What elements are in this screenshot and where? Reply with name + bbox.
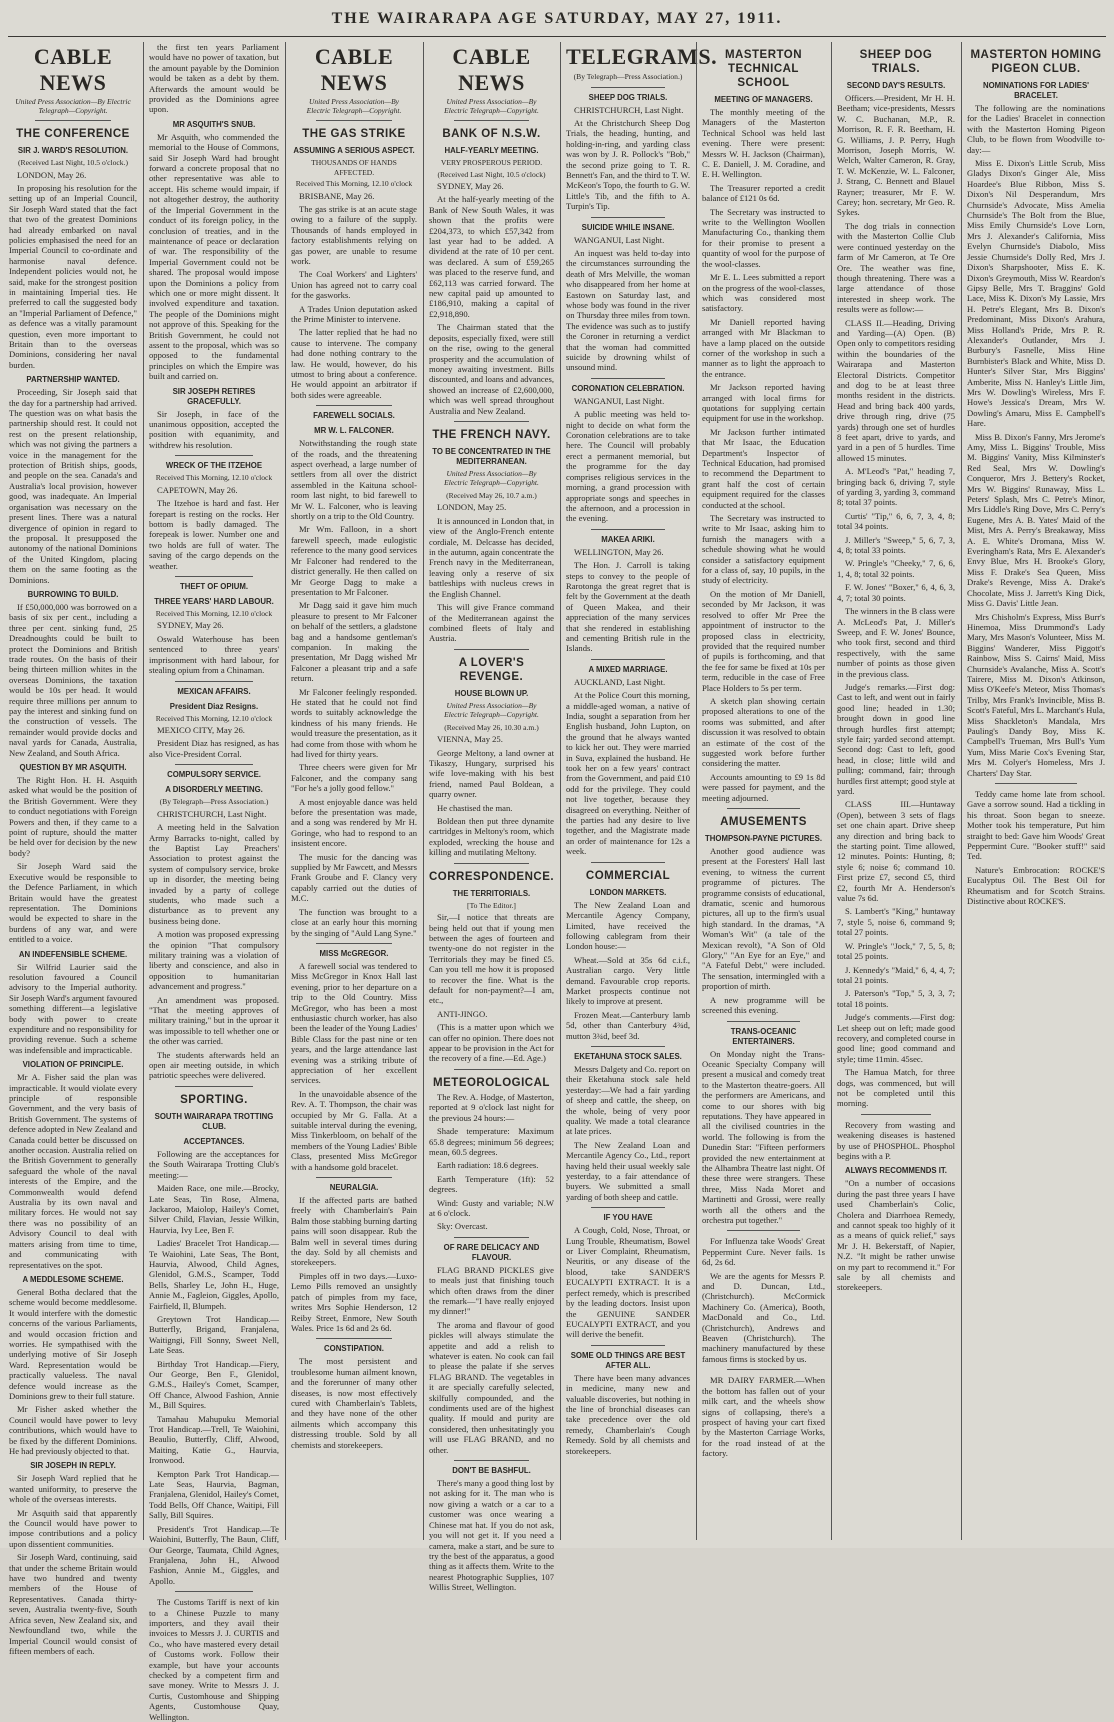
article-paragraph: Miss E. Dixon's Little Scrub, Miss Gladys Dixon's Ginger Ale, Miss Hoardee's Blue Ribbon, Miss S. Dixon's Nil Desperandum, Mrs Churnside's Advocate, Miss Amelia Churnside's The Bolt from the Blue, Miss Emily Churnside's Love Lorn, Mrs J. Alexander's California, Miss Evelyn Churnside's Diabolo, Miss Jessie Churnside's Dolly Red, Mrs J. Dixon's Sharpshooter, Miss E. K. Dixon's Greymouth, Miss W. Reardon's Gipsy Belle, Mrs T. Braggins' Gold Lace, Miss K. Dixon's My Lassie, Mrs H. Petre's Elegant, Mrs B. Dixon's Predominant, Miss Dixon's Arahura, Miss Holland's Pride, Mrs P. R. Alexander's Outlander, Mrs J. Burbury's Fasnelle, Miss Hine Burnbister's Black and White, Miss D. Hunter's Silver Star, Mrs Biggins' Amberite, Miss N. Hanley's Little Jim, Mrs W. Dowling's Wireless, Mrs F. Howe's Jessica's Dream, Mrs W. Dowling's Amaru, Miss E. Campbell's Hare. bbox=[967, 158, 1105, 429]
article-paragraph: The gas strike is at an acute stage owing to a failure of the supply. Thousands of hands employed in factory establishments relying on gas power, are unable to resume work. bbox=[291, 203, 417, 266]
article-paragraph: The Customs Tariff is next of kin to a Chinese Puzzle to many importers, and they avail their invoices to Messrs J. J. CURTIS and Co., who have mastered every detail of Customs work. Follow their example, but have your accounts checked by a competent firm and save money. Write to Messrs J. J. Curtis, Customhouse and Shipping Agents, Customhouse Quay, Wellington. bbox=[149, 1597, 279, 1722]
article-subheadline: EKETAHUNA STOCK SALES. bbox=[574, 1051, 682, 1061]
section-divider bbox=[454, 1237, 529, 1238]
article-paragraph: The New Zealand Loan and Mercantile Agency Co., Ltd., report having held their usual weekly sale yesterday, to a fair attendance of buyers. We submitted a small yarding of both sheep and cattle. bbox=[566, 1139, 690, 1202]
section-divider bbox=[591, 87, 665, 88]
section-divider bbox=[861, 1114, 932, 1115]
press-credit: United Press Association—By Electric Telegraph—Copyright. bbox=[444, 700, 539, 719]
article-paragraph: Sky: Overcast. bbox=[437, 1221, 488, 1232]
article-paragraph: Mr A. Fisher said the plan was impracticable. It would violate every principle of responsible Government, and the very basis of British Government. The systems of defence adopted in New Zealand and Canada could better be discussed on another occasion. Australia relied on the British Government to generally safeguard the whole of the naval interests of the Empire, and the Commonwealth would defend Australia by its own naval and military forces. He would not say there was no possibility of an Advisory Council to deal with matters arising from time to time, and communicating with representatives on the spot. bbox=[9, 1072, 137, 1270]
article-subheadline: MR W. L. FALCONER. bbox=[314, 426, 394, 436]
article-subheadline: LONDON MARKETS. bbox=[589, 887, 667, 897]
article-paragraph: We are the agents for Messrs P. and D. Duncan, Ltd., (Christchurch). McCormick Machinery Co. (America), Booth, MacDonald and Co., Ltd. (Christchurch), Andrews and Beaven (Christchurch). The machinery manufactured by these famous firms is stocked by us. bbox=[702, 1270, 825, 1364]
article-paragraph: There's many a good thing lost by not asking for it. The man who is now giving a watch or a car to a customer was once wearing a Chinese mat hat. If you do not ask, you will not get it. If you need a camera, make a start, and be sure to try the best of the apparatus, a good thing as it affects them. Write to the nearest Photographic Supplies, 107 Willis Street, Wellington. bbox=[429, 1478, 554, 1593]
section-divider bbox=[454, 421, 529, 422]
article-subheadline: SIR J. WARD'S RESOLUTION. bbox=[17, 146, 129, 155]
article-paragraph: An amendment was proposed. "That the meeting approves of military training," but in the uproar it was impossible to tell whether one or the other was carried. bbox=[149, 994, 279, 1047]
article-headline: MASTERTON HOMING PIGEON CLUB. bbox=[970, 49, 1102, 75]
article-paragraph: A motion was proposed expressing the opinion "That compulsory military training was a violation of liberty and conscience, and also in opposition to humanitarian advancement and progress." bbox=[149, 929, 279, 992]
article-subheadline: NOMINATIONS FOR LADIES' BRACELET. bbox=[982, 81, 1090, 100]
section-divider bbox=[727, 1369, 801, 1370]
article-paragraph: On the motion of Mr Daniell, seconded by Mr Jackson, it was resolved to offer Mr Pree the appointment of instructor to the proposed class in electricity, provided that the required number of pupils is forthcoming, and that the fee for same be fixed at 10s per term, reducible in the case of Free Place Holders to 5s per term. bbox=[702, 588, 825, 693]
dateline: THOUSANDS OF HANDS AFFECTED. bbox=[311, 158, 397, 177]
article-paragraph: The following are the nominations for the Ladies' Bracelet in connection with the Masterton Homing Pigeon Club, to be flown from Woodville to-day:— bbox=[967, 103, 1105, 155]
article-paragraph: Earth radiation: 18.6 degrees. bbox=[437, 1160, 539, 1171]
dateline: (Received Last Night, 10.5 o'clock) bbox=[437, 169, 546, 179]
article-paragraph: Wind: Gusty and variable; N.W at 6 o'clock. bbox=[429, 1197, 554, 1218]
article-paragraph: The winners in the B class were A. McLeod's Pat, J. Miller's Sweep, and F. W. Jones' Bounce, who took first, second and third respectively, with the same number of points as those given in the previous class. bbox=[837, 606, 955, 679]
article-paragraph: A meeting held in the Salvation Army Barracks to-night, called by the Baptist Lay Preachers' Association to protest against the system of compulsory service, broke up in disorder, the meeting being invaded by a party of college students, who made such a disturbance as to prevent any business being done. bbox=[149, 822, 279, 926]
article-paragraph: Teddy came home late from school. Gave a sorrow sound. Had a tickling in his throat. Soon began to sneeze. Mother took his temperature, Put him straight to bed: Gave him Woods' Great Peppermint Cure. "Booker stuff!" said Ted. bbox=[967, 789, 1105, 862]
section-divider bbox=[591, 217, 665, 218]
article-subheadline: FAREWELL SOCIALS. bbox=[313, 411, 395, 421]
article-paragraph: Ladies' Bracelet Trot Handicap.—Te Waiohini, Late Seas, The Bont, Haurvia, Alwood, Child Agnes, Glenidol, G.M.S., Scamper, Todd Bells, Sharley Le, John H., Huge, Annie M., Fagleion, Giggles, Apollo, Fairfield, Il, Blumpeh. bbox=[149, 1238, 279, 1311]
column-8 bbox=[962, 42, 1110, 1540]
section-divider bbox=[591, 529, 665, 530]
article-headline: A LOVER'S REVENGE. bbox=[458, 656, 525, 683]
article-subheadline: ASSUMING A SERIOUS ASPECT. bbox=[293, 146, 415, 155]
article-paragraph: Notwithstanding the rough state of the roads, and the threatening aspect overhead, a large number of settlers from all over the district assembled in the Kaituna school-room last night, to bid farewell to Mr W. L. Falconer, who is leaving shortly on a trip to the Old Country. bbox=[291, 438, 417, 522]
section-divider bbox=[454, 1460, 529, 1461]
masthead-rule bbox=[8, 36, 1106, 37]
dateline: (By Telegraph—Press Association.) bbox=[573, 72, 683, 81]
article-paragraph: Boldean then put three dynamite cartridges in Meltony's room, which exploded, wrecking the house and killing and mutilating Meltony. bbox=[429, 816, 554, 858]
article-paragraph: Recovery from wasting and weakening diseases is hastened by use of PHOSPHOL. Phosphol begins with a P. bbox=[837, 1119, 955, 1161]
article-paragraph: WANGANUI, Last Night. bbox=[574, 234, 665, 245]
article-subheadline: THEFT OF OPIUM. bbox=[179, 581, 248, 591]
article-paragraph: the first ten years Parliament would have no power of taxation, but the amount payable by the Dominion would be taken as a debt by them. Afterwards the amount would be provided as the Dominions agree upon. bbox=[149, 42, 279, 115]
article-paragraph: In the unavoidable absence of the Rev. A. T. Thompson, the chair was occupied by Mr G. Falla. At a suitable interval during the evening, Miss Tinkerbloom, on behalf of the members of the Young Ladies' Bible Class, presented Miss McGregor with a handsome gold bracelet. bbox=[291, 1088, 417, 1172]
article-paragraph: A new programme will be screened this evening. bbox=[702, 994, 825, 1016]
article-subheadline: PARTNERSHIP WANTED. bbox=[26, 375, 120, 385]
section-divider bbox=[591, 1345, 665, 1346]
article-subheadline: A DISORDERLY MEETING. bbox=[165, 785, 263, 795]
article-headline: THE CONFERENCE bbox=[16, 128, 130, 140]
article-subheadline: BURROWING TO BUILD. bbox=[27, 589, 119, 599]
dateline: (Received May 26, 10.30 a.m.) bbox=[444, 722, 539, 732]
article-subheadline: ALWAYS RECOMMENDS IT. bbox=[845, 1166, 947, 1176]
article-subheadline: THOMPSON-PAYNE PICTURES. bbox=[705, 834, 822, 843]
article-paragraph: Pimples off in two days.—Luxo-Lemo Pills removed an unsightly patch of pimples from my face, writes Mrs Sophie Henderson, 12 Reiby Street, Enmore, New South Wales. Price 1s 6d and 2s 6d. bbox=[291, 1270, 417, 1333]
article-subheadline: SIR JOSEPH IN REPLY. bbox=[30, 1461, 116, 1471]
article-headline: CORRESPONDENCE. bbox=[429, 870, 555, 883]
section-divider bbox=[175, 764, 253, 765]
article-paragraph: The Hamua Match, for three dogs, was commenced, but will not be completed until this morning. bbox=[837, 1067, 955, 1109]
article-paragraph: CLASS II.—Heading, Driving and Yarding—(A) Open. (B) Open only to competitors residing within the boundaries of the Wairarapa and Masterton Electoral Districts. Competitor and dog to be at least three months resident in the districts. Head and bring back 400 yards, drive through ring, drive (75 yards) through one set of hurdles 8 feet apart, drive to yards, and yard in a pen of 5 hurdles. Time allowed 15 minutes. bbox=[837, 317, 955, 463]
article-subheadline: VIOLATION OF PRINCIPLE. bbox=[22, 1060, 124, 1070]
dateline: VERY PROSPEROUS PERIOD. bbox=[440, 158, 543, 167]
article-paragraph: Mr Asquith said that apparently the Council would have power to impose contributions and a policy upon dissentient communities. bbox=[9, 1507, 137, 1549]
article-paragraph: Mr Jackson further intimated that Mr Isaac, the Education Department's Inspector of Technical Education, had promised to recommend the Department to grant half the cost of certain equipment required for the classes conducted at the school. bbox=[702, 426, 825, 510]
article-paragraph: MEXICO CITY, May 26. bbox=[157, 725, 245, 735]
article-paragraph: Wheat.—Sold at 35s 6d c.i.f., Australian cargo. Very little demand. Favourable crop reports. Market prospects continue not likely to improve at present. bbox=[566, 954, 690, 1007]
dateline: Received This Morning, 12.10 o'clock bbox=[155, 473, 273, 483]
article-paragraph: For Influenza take Woods' Great Peppermint Cure. Never fails. 1s 6d, 2s 6d. bbox=[702, 1236, 825, 1268]
press-credit: United Press Association—By Electric Telegraph—Copyright. bbox=[15, 97, 131, 115]
article-paragraph: The Itzehoe is hard and fast. Her forepart is resting on the rocks. Her bottom is badly damaged. The forepeak is lower. Number one and two holds are full of water. The saving of the cargo depends on the weather. bbox=[149, 498, 279, 571]
article-paragraph: The most persistent and troublesome human ailment known, and the forerunner of many other diseases, is now most effectively cured with Chamberlain's Tablets, and they have none of the other ailments which accompany this distressing trouble. Sold by all chemists and storekeepers. bbox=[291, 1356, 417, 1450]
article-paragraph: J. Paterson's "Top," 5, 3, 3, 7; total 18 points. bbox=[837, 988, 955, 1009]
article-paragraph: A. M'Leod's "Pat," heading 7, bringing back 6, driving 7, style of yarding 3, yarding 3, command 8; total 37 points. bbox=[837, 466, 955, 508]
article-paragraph: Tamahau Mahupuku Memorial Trot Handicap.—Trell, Te Waiohini, Beaulio, Butterfly, Cliff, Alwood, Maiting, Katie G., Haurvia, Ironwood. bbox=[149, 1413, 279, 1466]
article-paragraph: At the Christchurch Sheep Dog Trials, the heading, hunting, and holding-in-ring, and yarding class was won by J. R. Pollock's "Bob," the second prize going to T. R. Bennett's Fan, and the third to T. W. McKeon's Topo, the fourth to G. W. Little's Tib, and the fifth to A. Turpin's Tip. bbox=[566, 117, 690, 212]
section-header: CABLE NEWS bbox=[33, 44, 113, 95]
section-divider bbox=[591, 659, 665, 660]
article-subheadline: QUESTION BY MR ASQUITH. bbox=[19, 763, 127, 773]
article-paragraph: The New Zealand Loan and Mercantile Agency Company, Limited, have received the following cablegram from their London house:— bbox=[566, 899, 690, 952]
article-paragraph: Mr Jackson reported having arranged with local firms for quotations for supplying certain equipment for use in the workshop. bbox=[702, 382, 825, 424]
article-headline: METEOROLOGICAL bbox=[433, 1076, 550, 1089]
article-paragraph: VIENNA, May 25. bbox=[437, 734, 503, 745]
section-divider bbox=[727, 808, 801, 809]
article-subheadline: NEURALGIA. bbox=[329, 1183, 379, 1193]
article-paragraph: CHRISTCHURCH, Last Night. bbox=[574, 104, 684, 115]
article-paragraph: Messrs Dalgety and Co. report on their Eketahuna stock sale held yesterday:—We had a fair yarding of sheep and cattle, the sheep, on the whole, being of very poor quality. We made a total clearance at late prices. bbox=[566, 1063, 690, 1137]
article-subheadline: SECOND DAY'S RESULTS. bbox=[846, 81, 946, 90]
article-paragraph: The Treasurer reported a credit balance of £121 0s 6d. bbox=[702, 182, 825, 204]
article-paragraph: A farewell social was tendered to Miss McGregor in Knox Hall last evening, prior to her departure on a trip to the Old Country. Miss McGregor, who has been a most enthusiastic church worker, has also been the leader of the Young Ladies' Bible Class for the past nine or ten years, and the large attendance last evening was a striking tribute of appreciation of her excellent services. bbox=[291, 960, 417, 1086]
section-divider bbox=[454, 863, 529, 864]
press-credit: United Press Association—By Electric Telegraph—Copyright. bbox=[306, 97, 402, 115]
article-subheadline: MISS McGREGOR. bbox=[319, 948, 389, 958]
dateline: (By Telegraph—Press Association.) bbox=[159, 797, 269, 807]
article-subheadline: IF YOU HAVE bbox=[603, 1213, 653, 1223]
section-divider bbox=[727, 1230, 801, 1231]
dateline: [To The Editor.] bbox=[467, 900, 516, 910]
article-subheadline: MAKEA ARIKI. bbox=[601, 534, 655, 544]
article-paragraph: A Cough, Cold, Nose, Throat, or Lung Trouble, Rheumatism, Bowel or Liver Complaint, Rheumatism, Neuritis, or any disease of the blood, take SANDER'S EUCALYPTI EXTRACT. It is a perfect remedy, which is prescribed by the leading doctors. Insist upon the GENUINE SANDER EUCALYPTI EXTRACT, and you will derive the benefit. bbox=[566, 1225, 690, 1340]
section-divider bbox=[591, 862, 665, 863]
article-paragraph: Proceeding, Sir Joseph said that the day for a partnership had arrived. The question was on what basis the partnership should rest. It could not rest on the present relationship, which was not giving the partners a voice in the management for the protection of British ships, goods, and people on the sea. Canada's and Australia's local provision, however good, was inadequate. An Imperial organisation was necessary on the present lines. There was a natural divergence of opinion in regard to the proposal. It presupposed the autonomy of the national Dominions of the United Kingdom, placing them on the same footing as the Dominions. bbox=[9, 387, 137, 585]
article-paragraph: The aroma and flavour of good pickles will always stimulate the appetite and add a relish to whatever is eaten. No cook can fail to please the palate if she serves FLAG BRAND. The vegetables in it are specially carefully selected, skilfully compounded, and the condiments used are of the highest quality. If mould and purity are considered, then unhesitatingly you will use FLAG BRAND, and no other. bbox=[429, 1319, 554, 1455]
column-2 bbox=[144, 42, 284, 1722]
article-paragraph: Mr Asquith, who commended the memorial to the House of Commons, said Sir Joseph Ward had brought forward a concrete proposal that no other representative was able to accept. His scheme would impair, if not altogether destroy, the authority of the Imperial Government in the conduct of its foreign policy, in the conclusion of treaties, and in the maintenance of peace or declaration of war. The responsibility of the Imperial Government could not be shared. The proposal would impose upon the Dominions a policy from which one or more might dissent. It involved expenditure and taxation. The people of the Dominions might not approve of this. Speaking for the British Government, he could not assent to the proposal, which was so opposed to the fundamental principles on which the Empire was built and carried on. bbox=[149, 131, 279, 382]
article-subheadline: AN INDEFENSIBLE SCHEME. bbox=[18, 949, 128, 959]
section-divider bbox=[175, 576, 253, 577]
article-headline: BANK OF N.S.W. bbox=[442, 128, 541, 140]
article-subheadline: SOUTH WAIRARAPA TROTTING CLUB. bbox=[154, 1111, 274, 1131]
press-credit: United Press Association—By Electric Telegraph—Copyright. bbox=[444, 97, 539, 115]
dateline: Received This Morning, 12.10 o'clock bbox=[155, 608, 273, 618]
article-paragraph: President Diaz has resigned, as has also Vice-President Corral. bbox=[149, 738, 279, 759]
article-paragraph: George Meltony, a land owner at Tikaszy, Hungary, surprised his wife love-making with his best friend, named Paul Boldean, a quarry owner. bbox=[429, 747, 554, 800]
article-subheadline: HALF-YEARLY MEETING. bbox=[444, 146, 539, 155]
article-subheadline: WRECK OF THE ITZEHOE bbox=[165, 461, 263, 471]
section-divider bbox=[175, 1086, 253, 1087]
section-divider bbox=[591, 378, 665, 379]
article-paragraph: Mr Falconer feelingly responded. He stated that he could not find words to suitably acknowledge the kindness of his many friends. He would treasure the presentation, as it had come from those with whom he had lived for thirty years. bbox=[291, 686, 418, 759]
article-paragraph: The function was brought to a close at an early hour this morning by the singing of "Auld Lang Syne." bbox=[291, 906, 417, 938]
section-header: CABLE NEWS bbox=[452, 44, 531, 95]
dateline: Received This Morning, 12.10 o'clock bbox=[155, 713, 273, 723]
article-paragraph: J. Miller's "Sweep," 5, 6, 7, 3, 4, 8; total 33 points. bbox=[837, 534, 955, 556]
article-paragraph: BRISBANE, May 26. bbox=[299, 190, 375, 201]
article-subheadline: CORONATION CELEBRATION. bbox=[571, 383, 685, 393]
article-subheadline: COMPULSORY SERVICE. bbox=[167, 770, 261, 780]
article-headline: COMMERCIAL bbox=[585, 869, 671, 882]
article-paragraph: Mr Daniell reported having arranged with Mr Blackman to have a lamp placed on the outside corner of the workshop in such a manner as to light the approach to the entrance. bbox=[702, 316, 825, 379]
article-paragraph: Frozen Meat.—Canterbury lamb 5d, other than Canterbury 4¾d, mutton 3¾d, beef 3d. bbox=[566, 1009, 690, 1041]
dateline: Received This Morning, 12.10 o'clock bbox=[295, 179, 413, 188]
article-paragraph: Three cheers were given for Mr Falconer, and the company sang "For he's a jolly good fellow." bbox=[291, 762, 417, 794]
article-paragraph: W. Pringle's "Jock," 7, 5, 5, 8; total 25 points. bbox=[837, 940, 955, 962]
article-paragraph: Maiden Race, one mile.—Brocky, Late Seas, Tin Rose, Almena, Jackaroo, Maiolop, Hailey's Comet, Silver Child, Flavian, Jessie Wilkin, Haurvia, Ivy Lee, Ben F. bbox=[149, 1183, 279, 1235]
article-paragraph: It is announced in London that, in view of the Anglo-French entente cordiale, M. Delcasse has decided, in the autumn, again concentrate the French navy in the Mediterranean, leaving only a reserve of six battleships with nucleus crews in the English Channel. bbox=[429, 515, 554, 599]
article-paragraph: Mr E. L. Lees submitted a report on the progress of the wool-classes, which was considered most satisfactory. bbox=[702, 272, 825, 314]
section-divider bbox=[727, 1021, 801, 1022]
article-paragraph: President's Trot Handicap.—Te Waiohini, Butterfly, The Baun, Cliff, Our George, Taumata, Child Agnes, Franjalena, John H., Alwood Fashion, Annie M., Giggles, and Apollo. bbox=[149, 1523, 279, 1586]
article-paragraph: Nature's Embrocation: ROCKE'S Eucalyptus Oil. The Best Oil for Rheumatism and for Scotch Strains. Distinctive about ROCKE'S. bbox=[967, 864, 1105, 907]
article-paragraph: Oswald Waterhouse has been sentenced to three years' imprisonment with hard labour, for stealing opium from a Chinaman. bbox=[149, 633, 279, 676]
article-paragraph: Kempton Park Trot Handicap.—Late Seas, Haurvia, Bagman, Franjalena, Glenidol, Hailey's Comet, Todd Bells, Off Chance, Waitipi, Fill Sally, Bill Squires. bbox=[149, 1468, 279, 1521]
dateline: (Received May 26, 10.7 a.m.) bbox=[446, 490, 537, 500]
article-paragraph: There have been many advances in medicine, many new and valuable discoveries, but nothing in the line of bronchial diseases can take precedence over the old remedy, Chamberlain's Cough Remedy. Sold by all chemists and storekeepers. bbox=[566, 1372, 690, 1456]
article-paragraph: General Botha declared that the scheme would become meddlesome. It would interfere with the domestic concerns of the various Parliaments, and would occasion friction and worries. He sympathised with the underlying motive of Sir Joseph Ward. Representation would be practically valueless. The naval defence would increase as the Dominions grew to their full stature. bbox=[9, 1286, 137, 1401]
column-7 bbox=[832, 42, 960, 1540]
section-divider bbox=[454, 649, 529, 650]
article-paragraph: LONDON, May 25. bbox=[437, 502, 507, 513]
article-paragraph: Sir Joseph Ward replied that he wanted uniformity, to preserve the whole of the overseas interests. bbox=[9, 1473, 137, 1505]
article-paragraph: (This is a matter upon which we can offer no opinion. There does not appear to be provision in the Act for the recovery of a fine.—Ed. Age.) bbox=[429, 1022, 554, 1064]
section-divider bbox=[175, 1591, 253, 1592]
article-subheadline: President Diaz Resigns. bbox=[169, 701, 259, 711]
article-paragraph: SYDNEY, May 26. bbox=[437, 181, 504, 191]
article-paragraph: CLASS III.—Huntaway (Open), between 3 sets of flags set one chain apart. Drive sheep any direction and bring back to the starting point. Time allowed, 12 minutes. Points: Hunting, 8; style 6; noise 6; command 10. First prize £7, second £5, third £2, fourth Mr A. Henderson's value 7s 6d. bbox=[837, 799, 955, 904]
article-paragraph: Earth Temperature (1ft): 52 degrees. bbox=[429, 1173, 554, 1195]
article-paragraph: The Hon. J. Carroll is taking steps to convey to the people of Rarotonga the great regret that is felt by the Government at the death of Queen Makea, and their appreciation of the many services that she rendered in establishing and cementing British rule in the Islands. bbox=[566, 560, 690, 654]
article-paragraph: On Monday night the Trans-Oceanic Specialty Company will present a musical and comedy treat to the Masterton theatre-goers. All the performers are Americans, and come to our shores with big reputations. They have appeared in all the civilised countries in the world. The following is from the Dunedin Star: "Fifteen performers provided the new entertainment at the Alhambra Theatre last night. Of these three were strangers. These three, Miss Nada Moret and Martinetti and Grossi, were really worth all the others and the orchestra put together." bbox=[702, 1048, 825, 1225]
article-paragraph: A public meeting was held to-night to decide on what form the Coronation celebrations are to take here. The Council will probably erect a permanent memorial, but the programme for the day comprises religious services in the morning, a grand procession with appropriate songs and speeches in the afternoon, and a procession in the evening. bbox=[566, 409, 690, 524]
article-paragraph: The Rev. A. Hodge, of Masterton, reported at 9 o'clock last night for the previous 24 hours:— bbox=[429, 1091, 554, 1123]
article-paragraph: The Coal Workers' and Lighters' Union has agreed not to carry coal for the gasworks. bbox=[291, 269, 417, 301]
column-3 bbox=[286, 42, 422, 1540]
column-4 bbox=[424, 42, 559, 1593]
article-paragraph: A most enjoyable dance was held before the presentation was made, and a song was rendered by Mr H. Goringe, who had to respond to an insistent encore. bbox=[291, 796, 417, 849]
article-paragraph: Sir Joseph Ward said the Executive would be responsible to the Defence Parliament, in which Britain would have the greatest representation. The Dominions would be expected to share in the burdens of any war, and were entitled to a voice. bbox=[9, 861, 137, 945]
article-headline: THE GAS STRIKE bbox=[302, 128, 406, 140]
article-headline: THE FRENCH NAVY. bbox=[432, 428, 551, 441]
article-paragraph: Judge's comments.—First dog: Let sheep out on left; made good recovery, and completed course in good line; good command and style; time 11min. 45sec. bbox=[837, 1012, 955, 1064]
article-subheadline: ACCEPTANCES. bbox=[183, 1136, 245, 1146]
article-paragraph: The dog trials in connection with the Masterton Collie Club were continued yesterday on the farm of Mr Cameron, at Te Ore Ore. The weather was fine, though threatening. There was a large attendance of those interested in sheep work. The results were as follow:— bbox=[837, 220, 955, 315]
section-divider bbox=[454, 120, 529, 121]
section-divider bbox=[175, 681, 253, 682]
article-paragraph: Sir,—I notice that threats are being held out that if young men between the ages of fourteen and twenty-one do not register in the Territorials they may be fined £5. Can you tell me how it is proposed to recover the fine. What is the default for non-payment?—I am, etc., bbox=[429, 912, 554, 1006]
section-divider bbox=[316, 1177, 392, 1178]
article-paragraph: The students afterwards held an open air meeting outside, in which patriotic speeches were delivered. bbox=[149, 1049, 279, 1081]
article-headline: SPORTING. bbox=[180, 1093, 248, 1106]
article-subheadline: TO BE CONCENTRATED IN THE MEDITERRANEAN. bbox=[432, 446, 551, 466]
article-paragraph: The latter replied that he had no cause to intervene. The company had done nothing contrary to the law. He would, however, do his utmost to bring about a conference. He would appoint an arbitrator if both sides were agreeable. bbox=[291, 327, 417, 400]
column-6 bbox=[697, 42, 830, 1540]
article-paragraph: Mr Fisher asked whether the Council would have power to levy contributions, which would have to be fixed by the different Dominions. He had previously objected to that. bbox=[9, 1404, 137, 1456]
article-paragraph: At the half-yearly meeting of the Bank of New South Wales, it was shown that the profits were £204,373, to which £57,342 from last year had to be added. A dividend at the rate of 10 per cent. was declared. A sum of £59,265 was placed to the reserve fund, and £62,113 was carried forward. The new capital paid up amounted to £186,910, making a capital of £2,918,890. bbox=[429, 194, 554, 319]
article-subheadline: MR ASQUITH'S SNUB. bbox=[172, 119, 256, 129]
article-paragraph: Another good audience was present at the Foresters' Hall last evening, to witness the current programme of pictures. The programme consists of educational, dramatic, scenic and humorous pictures, all up to the firm's usual high standard. In the dramas, "A Woman's Wit" (a tale of the Mexican revolt), "A Son of Old Glory," "An Eye for an Eye," and "A Fateful Debt," were included. The sensation, intermingled with a proportion of mirth. bbox=[702, 846, 825, 992]
article-headline: AMUSEMENTS bbox=[720, 816, 807, 828]
article-paragraph: AUCKLAND, Last Night. bbox=[574, 676, 666, 687]
article-paragraph: Judge's remarks.—First dog: Cast to left, and went out in fairly good line; headed in 1.30; brought down in good line through hurdles first attempt; style fair; yarded second attempt. Second dog: Cast to left, good head, in close; little wild and pulling; command, fair; through hurdles first attempt; good style at yard. bbox=[837, 681, 955, 796]
article-paragraph: He chastised the man. bbox=[437, 802, 513, 813]
article-subheadline: SUICIDE WHILE INSANE. bbox=[581, 222, 675, 232]
section-divider bbox=[454, 1069, 529, 1070]
article-subheadline: TRANS-OCEANIC ENTERTAINERS. bbox=[730, 1026, 797, 1046]
article-paragraph: This will give France command of the Mediterranean against the combined fleets of Italy and Austria. bbox=[429, 602, 554, 644]
article-paragraph: If the affected parts are bathed freely with Chamberlain's Pain Balm those stabbing burning darting pains will soon disappear. Rub the Balm well in several times during the day. Sold by all chemists and storekeepers. bbox=[291, 1195, 417, 1268]
article-subheadline: THREE YEARS' HARD LABOUR. bbox=[154, 596, 274, 606]
article-paragraph: The Secretary was instructed to write to Mr Isaac, asking him to furnish the managers with a schedule showing what he would consider a satisfactory equipment for a class of, say, 10 pupils, in the study of electricity. bbox=[702, 513, 825, 586]
section-divider bbox=[175, 455, 253, 456]
article-subheadline: HOUSE BLOWN UP. bbox=[454, 688, 529, 698]
article-paragraph: Mr Wm. Falloon, in a short farewell speech, made eulogistic reference to the many good services Mr Falconer had rendered to the district generally. He then called on Mr George Dagg to make a presentation to Mr Falconer. bbox=[291, 524, 417, 597]
column-5 bbox=[561, 42, 718, 1540]
section-header: CABLE NEWS bbox=[314, 44, 394, 95]
article-subheadline: CONSTIPATION. bbox=[324, 1344, 384, 1354]
article-paragraph: Officers.—President, Mr H. H. Beetham; vice-presidents, Messrs W. C. Buchanan, M.P., R. Morrison, R. F. R. Beetham, H. G. Williams, J. P. Perry, Hugh Morrison, Joseph Morris, W. Welch, Walter Cameron, R. Gray, T. W. McKenzie, W. L. Falconer, J. Strang, C. Bennett and Blauel Rayner; treasurer, Mr F. W. Carey; hon. secretary, Mr Geo. R. Sykes. bbox=[837, 93, 955, 218]
article-subheadline: THE TERRITORIALS. bbox=[452, 888, 531, 898]
article-paragraph: Greytown Trot Handicap.—Butterfly, Brigand, Franjalena, Waitigngi, Fill Sonny, Sweet Nell, Late Seas. bbox=[149, 1313, 279, 1356]
article-subheadline: OF RARE DELICACY AND FLAVOUR. bbox=[443, 1242, 540, 1262]
article-paragraph: The Secretary was instructed to write to the Wellington Woollen Manufacturing Co., thanking them for their promise to present a quantity of wool for the purpose of the wool-classes. bbox=[702, 206, 825, 269]
article-paragraph: Sir Joseph Ward, continuing, said that under the scheme Britain would have two hundred and twenty members of the House of Representatives. Canada thirty-seven, Australia twenty-five, South Africa seven, New Zealand six, and Newfoundland two, while the Imperial Council would consist of fifteen members of each. bbox=[9, 1552, 137, 1656]
article-paragraph: Mr Dagg said it gave him much pleasure to present to Mr Falconer on behalf of the settlers, a gladstone bag and a handsome gentleman's companion. In making the presentation, Mr Dagg wished Mr Falconer a pleasant trip and a safe return. bbox=[291, 600, 417, 684]
section-divider bbox=[995, 783, 1078, 784]
article-paragraph: CAPETOWN, May 26. bbox=[157, 484, 238, 495]
article-paragraph: CHRISTCHURCH, Last Night. bbox=[157, 808, 267, 819]
article-paragraph: MR DAIRY FARMER.—When the bottom has fallen out of your milk cart, and the wheels show signs of collapsing, there's a prospect of having your cart fixed by the Masterton Carriage Works, for the road instead of at the factory. bbox=[702, 1375, 825, 1459]
section-divider bbox=[316, 1338, 392, 1339]
article-paragraph: "On a number of occasions during the past three years I have used Chamberlain's Colic, Cholera and Diarrhoea Remedy, and cannot speak too highly of it as a means of quick relief," says Mr J. H. Bekerstaff, of Napier, N.Z. "It might be rather unwise on my part to recommend it." For sale by all chemists and storekeepers. bbox=[837, 1178, 955, 1293]
article-paragraph: The Chairman stated that the deposits, especially fixed, were still on the rise, owing to the general prosperity and the accumulation of money awaiting investment. Bills discounted, and loans and advances, showed an increase of £2,600,000, which was well spread throughout Australia and New Zealand. bbox=[429, 322, 554, 416]
article-paragraph: J. Kennedy's "Maid," 6, 4, 4, 7; total 21 points. bbox=[837, 964, 955, 985]
article-paragraph: The Right Hon. H. H. Asquith asked what would be the position of the British Government. Were they to conduct negotiations with Foreign Powers and then, if they came to a point of rupture, should the matter be held over for decision by the new body? bbox=[9, 775, 137, 858]
article-headline: MASTERTON TECHNICAL SCHOOL bbox=[724, 49, 803, 89]
section-divider bbox=[316, 943, 392, 944]
article-paragraph: Miss B. Dixon's Fanny, Mrs Jerome's Amy, Miss L. Biggins' Trouble, Miss M. Biggins' Vanity, Miss Kilminster's Red Seal, Mrs W. Dowling's Conqueror, Mrs J. Bettery's Rocket, Mrs W. Biggins' Runaway, Miss L. Peters' Splash, Mrs C. Petre's Minor, Mrs Liddle's Ring Dove, Mrs C. Perry's Eugene, Mrs A. B. Yates' Maid of the Mist, Mrs A. Perry's Breakaway, Miss A. E. White's Dromana, Miss W. Everingham's Rata, Mrs E. Alexander's Envy Blue, Mrs H. Brooke's Glory, Miss F. Drake's Sea Queen, Miss Drake's Revenge, Miss A. Drake's Chocolate, Miss J. Jarrett's King Dick, Miss G. Davis' Little Jean. bbox=[967, 431, 1105, 609]
article-subheadline: MEETING OF MANAGERS. bbox=[714, 95, 813, 104]
article-paragraph: FLAG BRAND PICKLES give to meals just that finishing touch which often draws from the diner the remark—"I have really enjoyed my dinner!" bbox=[429, 1264, 554, 1317]
article-subheadline: SOME OLD THINGS ARE BEST AFTER ALL. bbox=[570, 1350, 686, 1370]
article-subheadline: DON'T BE BASHFUL. bbox=[452, 1466, 531, 1476]
section-divider bbox=[35, 120, 112, 121]
section-divider bbox=[316, 405, 392, 406]
article-paragraph: An inquest was held to-day into the circumstances surrounding the death of Mrs Melville, the woman who disappeared from her home at Eastown on Saturday last, and whose body was found in the river on Thursday three miles from town. The evidence was such as to justify the Coroner in returning a verdict that the woman had committed suicide by drowning whilst of unsound mind. bbox=[566, 247, 690, 373]
article-paragraph: The music for the dancing was supplied by Mr Fawcett, and Messrs Frank Groube and F. Clancy very capably carried out the duties of M.C. bbox=[291, 851, 417, 904]
article-paragraph: Sir Joseph, in face of the unanimous opposition, accepted the position with equanimity, and withdrew his resolution. bbox=[149, 408, 279, 450]
article-paragraph: Curtis' "Tip," 6, 6, 7, 3, 4, 8; total 34 points. bbox=[837, 510, 955, 532]
section-header: TELEGRAMS. bbox=[566, 44, 718, 69]
article-paragraph: Sir Wilfrid Laurier said the resolution favoured a Council advisory to the Imperial authority. Sir Joseph Ward's argument favoured something different—a legislative body with power to create expenditure and no responsibility for providing revenue. Such a scheme was indefensible and impracticable. bbox=[9, 961, 137, 1055]
article-paragraph: A sketch plan showing certain proposed alterations to one of the rooms was submitted, and after discussion it was resolved to obtain an estimate of the cost of the suggested work before further considering the matter. bbox=[702, 695, 825, 769]
article-paragraph: S. Lambert's "King," huntaway 7, style 5, noise 6, command 9; total 27 points. bbox=[837, 906, 955, 938]
press-credit: United Press Association—By Electric Telegraph—Copyright. bbox=[444, 468, 539, 487]
article-paragraph: ANTI-JINGO. bbox=[437, 1008, 488, 1019]
section-divider bbox=[591, 1207, 665, 1208]
article-paragraph: Birthday Trot Handicap.—Fiery, Our George, Ben F., Glenidol, G.M.S., Hailey's Comet, Scamper, Off Chance, Alwood Fashion, Annie M., Bill Squires. bbox=[149, 1358, 279, 1411]
section-divider bbox=[316, 120, 392, 121]
article-paragraph: Shade temperature: Maximum 65.8 degrees; minimum 56 degrees; mean, 60.5 degrees. bbox=[429, 1126, 554, 1157]
article-paragraph: Following are the acceptances for the South Wairarapa Trotting Club's meeting:— bbox=[149, 1148, 279, 1180]
article-paragraph: WELLINGTON, May 26. bbox=[574, 546, 664, 557]
article-paragraph: WANGANUI, Last Night. bbox=[574, 395, 665, 406]
article-paragraph: W. Pringle's "Cheeky," 7, 6, 6, 1, 4, 8; total 32 points. bbox=[837, 558, 955, 579]
column-1 bbox=[4, 42, 142, 1656]
article-subheadline: SIR JOSEPH RETIRES GRACEFULLY. bbox=[172, 386, 256, 406]
article-paragraph: In proposing his resolution for the setting up of an Imperial Council, Sir Joseph Ward stated that the fact that two of the greatest Dominions had already embarked on naval policies emphasised the need for an Imperial Council to co-ordinate and harmonise naval defence. Independent policies would not, he said, make for the strongest position in maintaining Imperial ties. He preferred to call the suggested body an "Imperial Parliament of Defence," as defence was a vitally paramount question, even more important to Britain than to the overseas Dominions, considering her naval burden. bbox=[9, 182, 137, 370]
section-divider bbox=[591, 1046, 665, 1047]
article-paragraph: If £50,000,000 was borrowed on a basis of six per cent., including a three per cent. sinking fund, 25 Dreadnoughts could be built to protect the Dominions and British trade routes. On the basis of their being thirteen million whites in the overseas Dominions, the taxation would be 10s per head. It would require three millions per annum to pay the interest and sinking fund on the construction of vessels. The remainder would provide docks and naval yards for Canada, Australia, New Zealand, and South Africa. bbox=[9, 601, 137, 758]
article-paragraph: F. W. Jones' "Boxer," 6, 4, 6, 3, 4, 7; total 30 points. bbox=[837, 582, 955, 603]
masthead: THE WAIRARAPA AGE SATURDAY, MAY 27, 1911. bbox=[331, 10, 783, 27]
article-paragraph: A Trades Union deputation asked the Prime Minister to intervene. bbox=[291, 303, 417, 324]
dateline: (Received Last Night, 10.5 o'clock.) bbox=[18, 158, 128, 167]
article-subheadline: A MEDDLESOME SCHEME. bbox=[22, 1274, 124, 1284]
article-paragraph: At the Police Court this morning, a middle-aged woman, a native of India, sought a separation from her English husband, John Lupton, on the ground that he always wanted to kick her out. They were married in Suva, explained the husband. He took her on a few years' contract from the Government, and paid £10 odd for the privilege. They could not live together, because they disagreed on everything. Neither of the parties had any desire to live together, and the Magistrate made an order of maintenance for 12s a week. bbox=[566, 690, 690, 857]
article-subheadline: A MIXED MARRIAGE. bbox=[588, 664, 668, 674]
article-paragraph: The monthly meeting of the Managers of the Masterton Technical School was held last evening. There were present: Messrs W. H. Jackson (Chairman), C. E. Daniell, J. M. Coradine, and E. H. Wellington. bbox=[702, 107, 825, 180]
article-headline: SHEEP DOG TRIALS. bbox=[859, 49, 933, 75]
article-paragraph: LONDON, May 26. bbox=[17, 169, 87, 180]
article-paragraph: SYDNEY, May 26. bbox=[157, 620, 224, 631]
article-subheadline: MEXICAN AFFAIRS. bbox=[177, 686, 251, 696]
article-subheadline: SHEEP DOG TRIALS. bbox=[588, 92, 668, 102]
article-paragraph: Mrs Chisholm's Express, Miss Burr's Hinemoa, Miss Drummond's Lady Mary, Mrs Mason's Volunteer, Miss M. Biggins' Wanderer, Miss Piggott's Rainbow, Miss S. Cairns' Maid, Miss Churnside's Avalanche, Miss A. Scott's Tairere, Miss M. Dixon's Atkinson, Miss O'Keefe's Meteor, Miss Thomas's Trilby, Mrs Frank's Invincible, Miss B. Scott's Fateful, Mrs L. Marchant's Hula, Miss Shackleton's Mandala, Mrs Pauling's Dandy Boy, Miss K. Campbell's Trueman, Mrs Bull's Yum Yum, Miss Marie Cox's Evening Star, Mrs M. Colyer's Homeless, Mrs J. Charters' Day Star. bbox=[967, 611, 1105, 778]
article-paragraph: Accounts amounting to £9 1s 8d were passed for payment, and the meeting adjourned. bbox=[702, 771, 825, 803]
